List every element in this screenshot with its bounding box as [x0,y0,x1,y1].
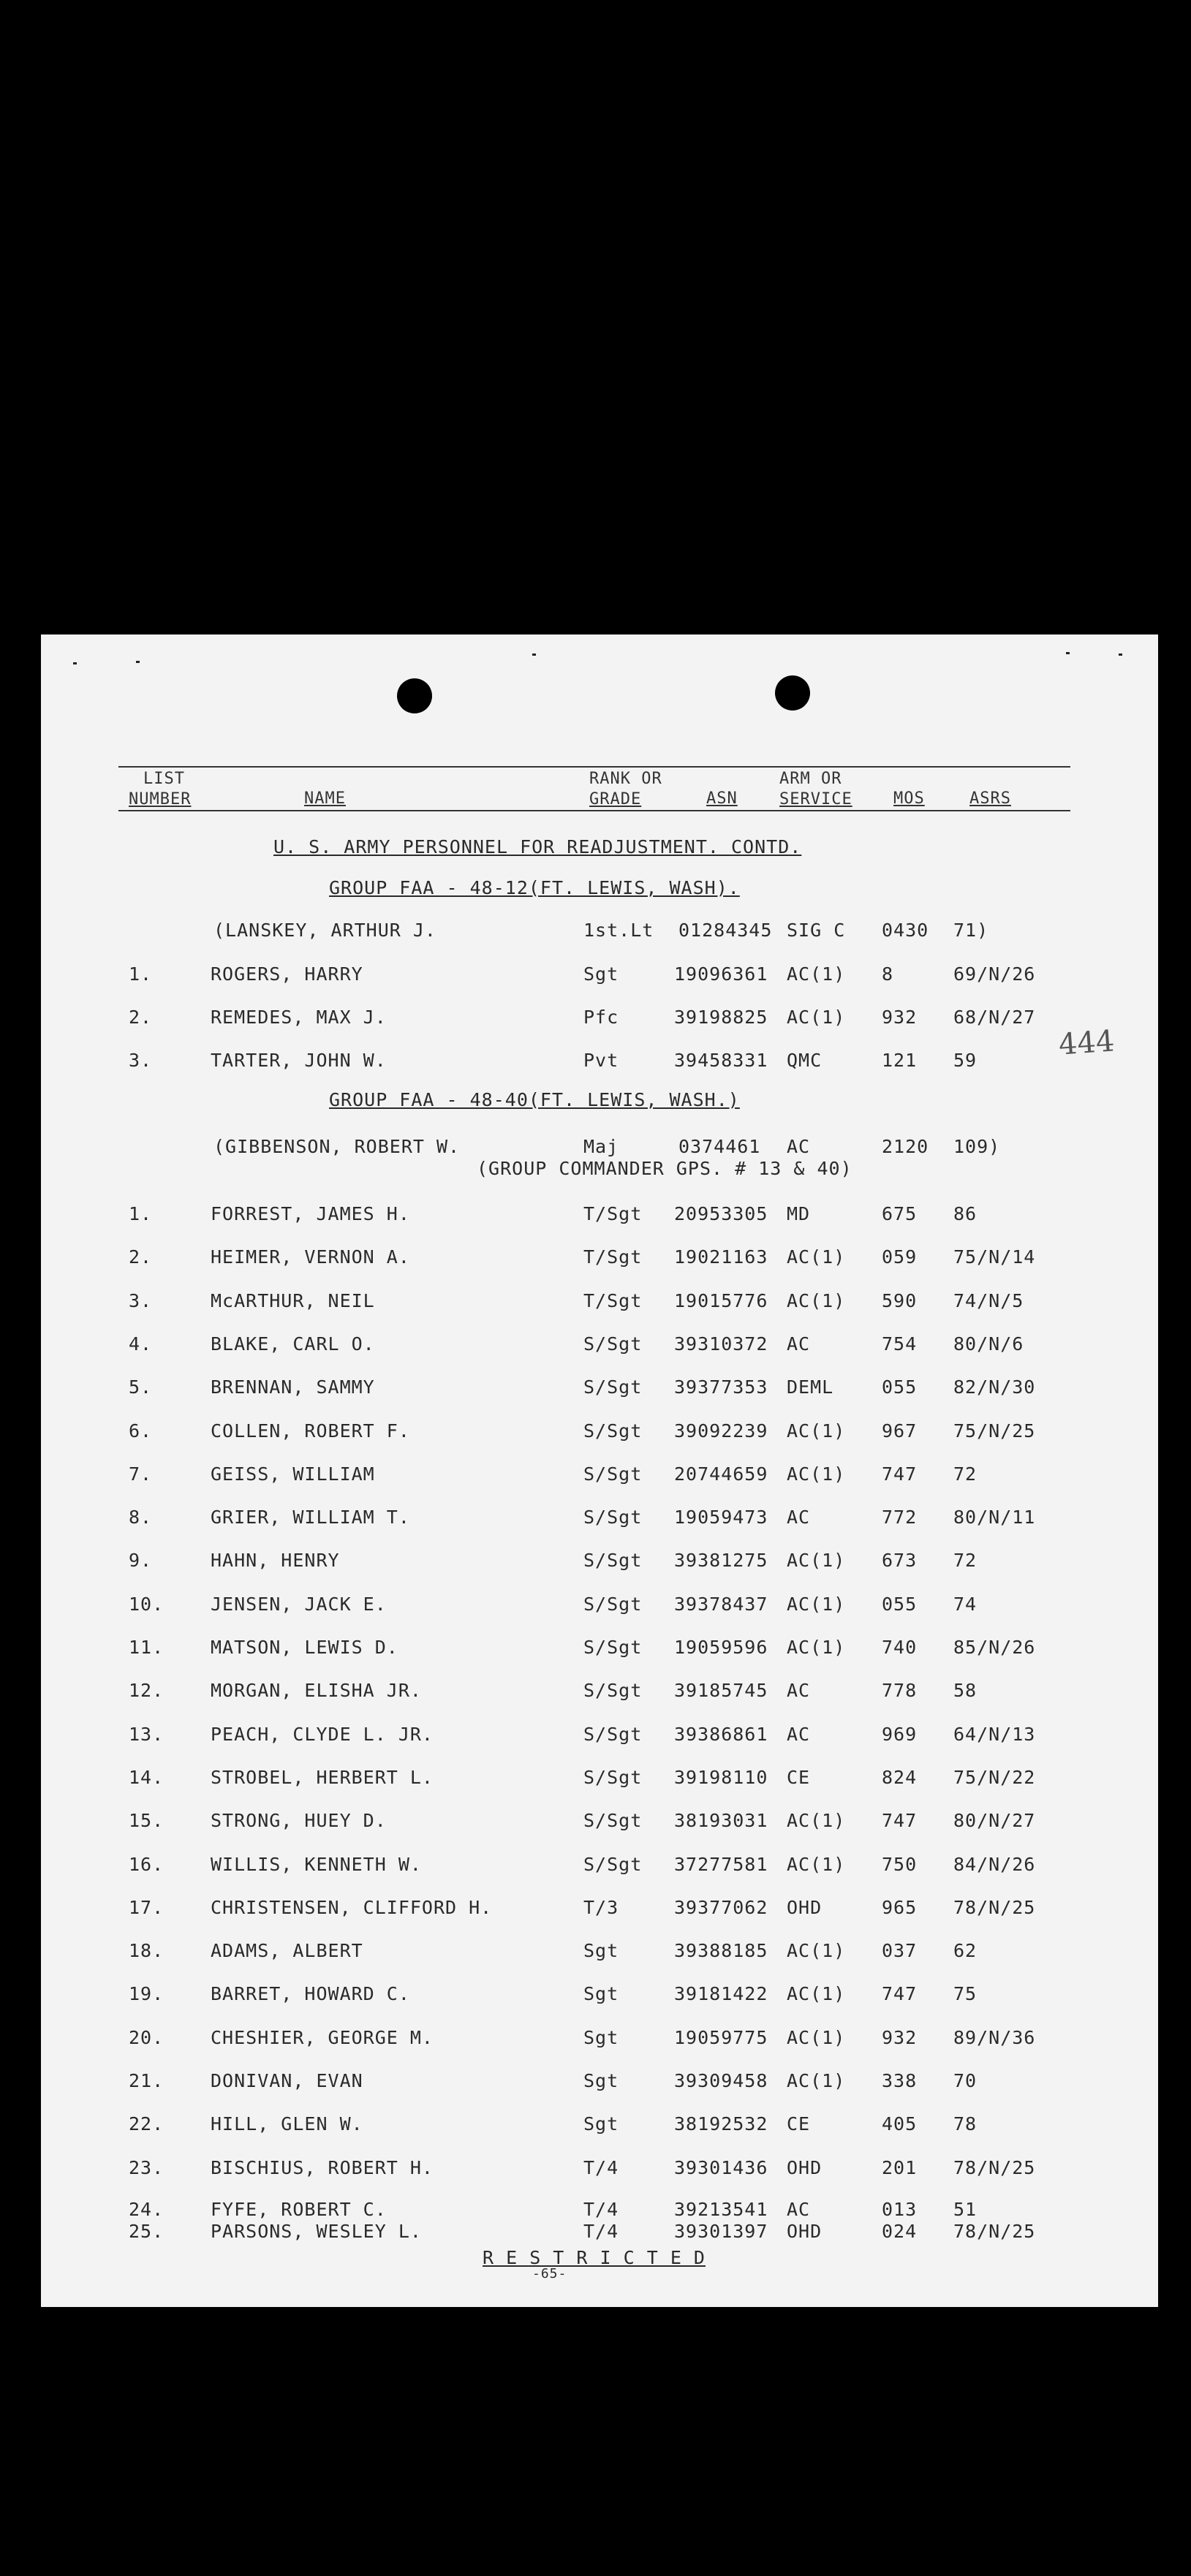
group2-commander-asn: 0374461 [678,1136,761,1157]
row-rank: S/Sgt [583,1593,643,1615]
row-arm: AC [787,1333,811,1355]
row-asn: 39386861 [674,1723,768,1745]
row-asrs: 68/N/27 [953,1007,1036,1028]
header-rank-or-grade: RANK OR GRADE [589,770,662,808]
row-arm: AC(1) [787,1983,846,2005]
row-asn: 19059775 [674,2026,768,2048]
row-name: GEISS, WILLIAM [211,1463,375,1485]
row-asn: 37277581 [674,1853,768,1875]
row-asrs: 51 [953,2199,978,2220]
row-name: BARRET, HOWARD C. [211,1983,410,2005]
row-asn: 39310372 [674,1333,768,1355]
row-rank: T/3 [583,1896,619,1918]
row-mos: 8 [882,963,894,985]
row-name: ROGERS, HARRY [211,963,363,985]
row-name: REMEDES, MAX J. [211,1007,387,1028]
row-asn: 39213541 [674,2199,768,2220]
row-rank: T/Sgt [583,1203,643,1224]
row-num: 12. [129,1680,165,1702]
document-page [41,634,1158,2307]
row-num: 6. [129,1420,153,1442]
row-num: 7. [129,1463,153,1485]
row-name: TARTER, JOHN W. [211,1050,387,1071]
row-asrs: 84/N/26 [953,1853,1036,1875]
row-arm: AC(1) [787,1007,846,1028]
row-num: 9. [129,1550,153,1572]
row-asn: 39377062 [674,1896,768,1918]
row-mos: 747 [882,1463,918,1485]
row-name: HAHN, HENRY [211,1550,340,1572]
row-mos: 772 [882,1507,918,1528]
row-name: HEIMER, VERNON A. [211,1246,410,1268]
row-asrs: 59 [953,1050,978,1071]
row-rank: S/Sgt [583,1420,643,1442]
row-num: 16. [129,1853,165,1875]
header-mos: MOS [893,789,925,808]
row-rank: S/Sgt [583,1550,643,1572]
row-rank: T/Sgt [583,1246,643,1268]
row-num: 24. [129,2199,165,2220]
page-number: -65- [532,2266,567,2281]
row-asrs: 89/N/36 [953,2026,1036,2048]
group1-heading: GROUP FAA - 48-12(FT. LEWIS, WASH). [329,877,740,898]
row-asn: 39378437 [674,1593,768,1615]
row-asn: 39092239 [674,1420,768,1442]
row-asn: 39198825 [674,1007,768,1028]
row-arm: AC(1) [787,1550,846,1572]
restricted-stamp: R E S T R I C T E D [483,2247,706,2268]
row-arm: DEML [787,1376,834,1398]
row-name: FYFE, ROBERT C. [211,2199,387,2220]
row-asn: 39458331 [674,1050,768,1071]
row-asn: 39185745 [674,1680,768,1702]
row-num: 18. [129,1940,165,1962]
row-arm: AC(1) [787,2070,846,2091]
row-name: WILLIS, KENNETH W. [211,1853,422,1875]
row-arm: AC(1) [787,1246,846,1268]
row-asrs: 74 [953,1593,978,1615]
row-name: HILL, GLEN W. [211,2113,363,2135]
row-rank: T/4 [583,2199,619,2220]
row-num: 1. [129,1203,153,1224]
row-mos: 673 [882,1550,918,1572]
row-num: 15. [129,1810,165,1832]
row-arm: AC(1) [787,1420,846,1442]
group2-commander-note: (GROUP COMMANDER GPS. # 13 & 40) [477,1158,852,1179]
row-rank: T/4 [583,2221,619,2242]
row-asn: 39388185 [674,1940,768,1962]
group1-commander-arm: SIG C [787,920,846,941]
punch-hole-left [397,678,432,713]
row-num: 22. [129,2113,165,2135]
row-num: 19. [129,1983,165,2005]
row-arm: AC [787,1507,811,1528]
row-asn: 39377353 [674,1376,768,1398]
row-num: 25. [129,2221,165,2242]
row-mos: 037 [882,1940,918,1962]
row-asrs: 86 [953,1203,978,1224]
row-arm: AC(1) [787,1810,846,1832]
group1-commander-asn: 01284345 [678,920,773,941]
row-asn: 39381275 [674,1550,768,1572]
row-asrs: 80/N/6 [953,1333,1024,1355]
speck [532,654,536,656]
group1-commander-asrs: 71) [953,920,989,941]
row-name: JENSEN, JACK E. [211,1593,387,1615]
row-asrs: 70 [953,2070,978,2091]
row-arm: AC(1) [787,1593,846,1615]
row-rank: S/Sgt [583,1376,643,1398]
row-asn: 19059596 [674,1637,768,1658]
row-arm: AC [787,2199,811,2220]
row-rank: S/Sgt [583,1853,643,1875]
row-name: STROBEL, HERBERT L. [211,1766,434,1788]
row-asrs: 72 [953,1463,978,1485]
row-mos: 750 [882,1853,918,1875]
row-num: 8. [129,1507,153,1528]
row-asrs: 74/N/5 [953,1289,1024,1311]
row-name: COLLEN, ROBERT F. [211,1420,410,1442]
row-asrs: 80/N/11 [953,1507,1036,1528]
row-asn: 39301436 [674,2156,768,2178]
row-num: 11. [129,1637,165,1658]
handwritten-stamp: 444 [1057,1024,1116,1062]
row-rank: S/Sgt [583,1507,643,1528]
row-num: 3. [129,1289,153,1311]
row-mos: 824 [882,1766,918,1788]
row-asn: 38193031 [674,1810,768,1832]
row-rank: S/Sgt [583,1680,643,1702]
row-num: 5. [129,1376,153,1398]
row-mos: 055 [882,1593,918,1615]
row-mos: 590 [882,1289,918,1311]
row-arm: OHD [787,2221,823,2242]
row-rank: S/Sgt [583,1766,643,1788]
row-name: BLAKE, CARL O. [211,1333,375,1355]
row-asrs: 64/N/13 [953,1723,1036,1745]
row-mos: 965 [882,1896,918,1918]
row-mos: 024 [882,2221,918,2242]
row-rank: T/Sgt [583,1289,643,1311]
row-name: CHRISTENSEN, CLIFFORD H. [211,1896,493,1918]
row-asn: 39309458 [674,2070,768,2091]
row-mos: 059 [882,1246,918,1268]
row-asrs: 80/N/27 [953,1810,1036,1832]
row-num: 3. [129,1050,153,1071]
row-mos: 740 [882,1637,918,1658]
row-arm: AC(1) [787,1853,846,1875]
row-num: 17. [129,1896,165,1918]
group2-commander-arm: AC [787,1136,811,1157]
row-rank: Sgt [583,963,619,985]
header-arm-or-service: ARM OR SERVICE [779,770,852,808]
row-asrs: 72 [953,1550,978,1572]
row-num: 4. [129,1333,153,1355]
row-asrs: 75/N/22 [953,1766,1036,1788]
row-name: CHESHIER, GEORGE M. [211,2026,434,2048]
row-mos: 932 [882,2026,918,2048]
row-rank: Sgt [583,2113,619,2135]
speck [1119,654,1122,656]
row-asrs: 82/N/30 [953,1376,1036,1398]
row-mos: 747 [882,1810,918,1832]
header-rule-bottom [118,810,1070,811]
row-rank: Pvt [583,1050,619,1071]
row-asn: 19021163 [674,1246,768,1268]
row-asn: 19096361 [674,963,768,985]
row-asrs: 78/N/25 [953,2156,1036,2178]
group2-commander-rank: Maj [583,1136,619,1157]
group2-commander-name: (GIBBENSON, ROBERT W. [213,1136,461,1157]
speck [1066,652,1070,654]
row-name: FORREST, JAMES H. [211,1203,410,1224]
row-mos: 967 [882,1420,918,1442]
row-arm: QMC [787,1050,823,1071]
row-mos: 201 [882,2156,918,2178]
row-name: STRONG, HUEY D. [211,1810,387,1832]
row-mos: 747 [882,1983,918,2005]
row-num: 10. [129,1593,165,1615]
row-name: MORGAN, ELISHA JR. [211,1680,422,1702]
row-asn: 19015776 [674,1289,768,1311]
row-rank: Pfc [583,1007,619,1028]
row-arm: OHD [787,2156,823,2178]
row-asn: 19059473 [674,1507,768,1528]
row-arm: CE [787,2113,811,2135]
row-arm: AC(1) [787,1637,846,1658]
row-rank: S/Sgt [583,1723,643,1745]
header-name: NAME [304,789,346,808]
row-asn: 39181422 [674,1983,768,2005]
row-asn: 38192532 [674,2113,768,2135]
row-num: 2. [129,1007,153,1028]
row-mos: 055 [882,1376,918,1398]
row-name: ADAMS, ALBERT [211,1940,363,1962]
row-rank: S/Sgt [583,1463,643,1485]
group2-commander-asrs: 109) [953,1136,1001,1157]
row-mos: 778 [882,1680,918,1702]
row-num: 14. [129,1766,165,1788]
row-rank: T/4 [583,2156,619,2178]
header-rule-top [118,766,1070,768]
row-arm: MD [787,1203,811,1224]
group2-commander-mos: 2120 [882,1136,929,1157]
row-name: DONIVAN, EVAN [211,2070,363,2091]
row-asrs: 69/N/26 [953,963,1036,985]
row-num: 23. [129,2156,165,2178]
row-rank: Sgt [583,2070,619,2091]
header-list-number: LIST NUMBER [129,770,192,808]
header-asrs: ASRS [969,789,1011,808]
row-rank: S/Sgt [583,1637,643,1658]
row-rank: S/Sgt [583,1333,643,1355]
header-asn: ASN [706,789,738,808]
punch-hole-right [775,675,810,711]
row-arm: AC(1) [787,1289,846,1311]
row-mos: 675 [882,1203,918,1224]
row-arm: AC [787,1723,811,1745]
row-arm: CE [787,1766,811,1788]
row-num: 1. [129,963,153,985]
row-asrs: 62 [953,1940,978,1962]
row-asn: 39301397 [674,2221,768,2242]
row-mos: 013 [882,2199,918,2220]
row-name: BISCHIUS, ROBERT H. [211,2156,434,2178]
row-name: MATSON, LEWIS D. [211,1637,398,1658]
document-title: U. S. ARMY PERSONNEL FOR READJUSTMENT. CONTD. [273,836,802,857]
row-arm: AC(1) [787,1463,846,1485]
row-asrs: 75/N/25 [953,1420,1036,1442]
speck [73,662,77,664]
row-rank: S/Sgt [583,1810,643,1832]
row-asn: 20744659 [674,1463,768,1485]
row-asrs: 78 [953,2113,978,2135]
group1-commander-name: (LANSKEY, ARTHUR J. [213,920,436,941]
row-num: 21. [129,2070,165,2091]
row-mos: 338 [882,2070,918,2091]
row-mos: 969 [882,1723,918,1745]
group1-commander-mos: 0430 [882,920,929,941]
row-arm: AC(1) [787,2026,846,2048]
row-num: 2. [129,1246,153,1268]
speck [136,661,140,663]
row-name: PARSONS, WESLEY L. [211,2221,422,2242]
row-mos: 405 [882,2113,918,2135]
row-name: GRIER, WILLIAM T. [211,1507,410,1528]
row-mos: 932 [882,1007,918,1028]
row-asrs: 58 [953,1680,978,1702]
row-asrs: 85/N/26 [953,1637,1036,1658]
row-asrs: 78/N/25 [953,1896,1036,1918]
row-asn: 39198110 [674,1766,768,1788]
group2-heading: GROUP FAA - 48-40(FT. LEWIS, WASH.) [329,1089,740,1110]
row-arm: OHD [787,1896,823,1918]
row-asrs: 78/N/25 [953,2221,1036,2242]
row-num: 20. [129,2026,165,2048]
row-asn: 20953305 [674,1203,768,1224]
row-mos: 121 [882,1050,918,1071]
row-mos: 754 [882,1333,918,1355]
group1-commander-rank: 1st.Lt [583,920,654,941]
row-name: McARTHUR, NEIL [211,1289,375,1311]
row-rank: Sgt [583,1983,619,2005]
row-asrs: 75/N/14 [953,1246,1036,1268]
row-arm: AC(1) [787,1940,846,1962]
row-rank: Sgt [583,2026,619,2048]
row-arm: AC [787,1680,811,1702]
row-asrs: 75 [953,1983,978,2005]
row-name: PEACH, CLYDE L. JR. [211,1723,434,1745]
row-rank: Sgt [583,1940,619,1962]
row-num: 13. [129,1723,165,1745]
row-name: BRENNAN, SAMMY [211,1376,375,1398]
row-arm: AC(1) [787,963,846,985]
